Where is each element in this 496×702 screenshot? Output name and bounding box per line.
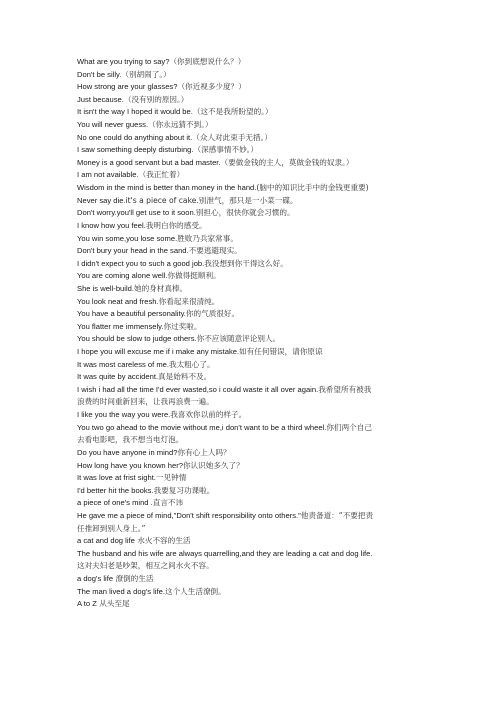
phrase-line — [77, 119, 427, 132]
chinese-text: 潦倒的生活 — [113, 573, 154, 583]
phrase-line — [77, 586, 427, 599]
chinese-text: 他责备道：“不要把责 — [300, 510, 374, 520]
chinese-text: 你过奖啦。 — [163, 321, 202, 331]
phrase-line — [77, 422, 427, 435]
english-text: You are coming alone well. — [77, 271, 168, 281]
phrase-line — [77, 447, 427, 460]
english-text: I am not available. — [77, 170, 139, 180]
phrase-line — [77, 485, 427, 498]
phrase-line — [77, 182, 427, 195]
chinese-text: 这对夫妇老是吵架，相互之间水火不容。 — [77, 561, 214, 571]
phrase-line-continued — [77, 523, 427, 536]
english-text: It was most careless of me. — [77, 359, 169, 369]
phrase-line — [77, 573, 427, 586]
phrase-line — [77, 195, 427, 208]
chinese-text: （别胡闹了。） — [121, 69, 171, 79]
english-text: I saw something deeply disturbing. — [77, 145, 194, 155]
phrase-line — [77, 233, 427, 246]
phrase-line — [77, 510, 427, 523]
chinese-text: （你近视多少度？） — [177, 82, 246, 92]
english-text: The husband and his wife are always quarrelling,and they are leading a cat and dog life. — [77, 548, 373, 558]
english-text: a cat and dog life — [77, 536, 135, 546]
chinese-text: 真是始料不及。 — [158, 372, 212, 382]
phrase-line — [77, 548, 427, 561]
chinese-text: （你到底想说什么？） — [169, 57, 246, 66]
chinese-text: 这个人生活潦倒。 — [164, 586, 226, 596]
chinese-text: 如有任何错误，请你原谅 — [239, 347, 323, 357]
english-text: He gave me a piece of mind,"Don't shift responsibility onto others." — [77, 510, 301, 520]
chinese-text: 胜败乃兵家常事。 — [177, 233, 238, 243]
chinese-text: 浪费的时间重新回来，让我再浪费一遍。 — [77, 397, 214, 407]
english-text: I'd better hit the books. — [77, 485, 154, 495]
english-text: You should be slow to judge others. — [77, 334, 197, 344]
english-text: a dog's life — [77, 573, 114, 583]
chinese-text: 我希望所有被我 — [318, 384, 372, 394]
chinese-text: （要做金钱的主人，莫做金钱的奴隶。） — [220, 157, 354, 167]
english-text: You flatter me immensely. — [77, 321, 164, 331]
english-text: Money is a good servant but a bad master. — [77, 157, 221, 167]
english-text: I wish i had all the time I'd ever wasted,so i could waste it all over again. — [77, 384, 319, 394]
phrase-line — [77, 308, 427, 321]
chinese-text: 我明白你的感受。 — [145, 220, 207, 230]
english-text: It was quite by accident. — [77, 372, 159, 382]
phrase-line — [77, 132, 427, 145]
english-text: It isn't the way I hoped it would be. — [77, 107, 193, 117]
phrase-line — [77, 56, 427, 69]
english-text: What are you trying to say? — [77, 57, 170, 66]
chinese-text: 一见钟情 — [155, 473, 187, 483]
english-text: a piece of one's mind . — [77, 498, 153, 508]
chinese-text: 你认识她多久了？ — [182, 460, 244, 470]
phrase-line — [77, 144, 427, 157]
english-text: You have a beautiful personality. — [77, 309, 186, 319]
phrase-line — [77, 460, 427, 473]
phrase-line — [77, 207, 427, 220]
english-text: I didn't expect you to such a good job. — [77, 258, 205, 268]
phrase-line — [77, 371, 427, 384]
chinese-text: 我太粗心了。 — [169, 359, 215, 369]
chinese-text: （你永远猜不到。） — [148, 120, 213, 130]
chinese-text: （我正忙着） — [138, 170, 185, 180]
english-text: Don't bury your head in the sand. — [77, 246, 189, 256]
phrase-line — [77, 497, 427, 510]
english-text: You look neat and fresh. — [77, 296, 159, 306]
chinese-text: （众人对此束手无措。） — [192, 132, 272, 142]
phrase-line — [77, 598, 427, 611]
chinese-text: 你看起来很清纯。 — [158, 296, 220, 306]
chinese-text: it's a piece of cake.别泄气，那只是一小菜一碟。 — [125, 195, 298, 205]
chinese-text: 你有心上人吗？ — [177, 447, 231, 457]
chinese-text: 别担心，很快你就会习惯的。 — [195, 208, 295, 218]
chinese-text: 我要复习功课啦。 — [153, 485, 215, 495]
chinese-text: （没有别的原因。） — [123, 94, 189, 104]
english-text: Don't worry.you'll get use to it soon. — [77, 208, 196, 218]
phrase-line — [77, 220, 427, 233]
chinese-text: 我喜欢你以前的样子。 — [170, 410, 247, 420]
phrase-line — [77, 106, 427, 119]
english-text: Just because. — [77, 94, 124, 104]
phrase-line — [77, 283, 427, 296]
english-text: You win some,you lose some. — [77, 233, 178, 243]
english-text: A to Z — [77, 599, 97, 609]
chinese-text: 她的身材真棒。 — [133, 283, 188, 293]
chinese-text: 你们两个自己 — [326, 422, 372, 432]
english-text: How strong are your glasses? — [77, 82, 178, 92]
phrase-line — [77, 81, 427, 94]
chinese-text: 你不应该随意评论别人。 — [196, 334, 281, 344]
phrase-line — [77, 270, 427, 283]
phrase-line — [77, 245, 427, 258]
english-text: You will never guess. — [77, 120, 149, 130]
phrase-line — [77, 157, 427, 170]
chinese-text: （深感事情不妙。） — [193, 145, 259, 155]
chinese-text: 不要逃避现实。 — [188, 246, 242, 256]
phrase-line — [77, 296, 427, 309]
phrase-line — [77, 258, 427, 271]
phrase-line — [77, 472, 427, 485]
phrase-line — [77, 346, 427, 359]
english-text: The man lived a dog's life. — [77, 586, 165, 596]
phrase-line — [77, 94, 427, 107]
chinese-text: （这不是我所盼望的。） — [192, 107, 273, 117]
english-text: Wisdom in the mind is better than money in the hand. — [77, 183, 257, 193]
phrase-line — [77, 69, 427, 82]
chinese-text: 你的气质很好。 — [185, 309, 240, 319]
phrase-line — [77, 359, 427, 372]
chinese-text: 去看电影吧，我不想当电灯泡。 — [77, 435, 184, 445]
phrase-line-continued — [77, 434, 427, 447]
english-text: How long have you known her? — [77, 460, 183, 470]
phrase-line-continued — [77, 396, 427, 409]
english-text: I know how you feel. — [77, 220, 146, 230]
english-text: It was love at frist sight. — [77, 473, 156, 483]
english-text: You two go ahead to the movie without me,i don't want to be a third wheel. — [77, 422, 327, 432]
english-text: Don't be silly. — [77, 69, 122, 79]
phrase-line-continued — [77, 560, 427, 573]
chinese-text: 直言不讳 — [152, 498, 184, 508]
phrase-line — [77, 535, 427, 548]
english-text: I hope you will excuse me if i make any mistake. — [77, 347, 240, 357]
phrase-line — [77, 321, 427, 334]
chinese-text: (脑中的知识比手中的金钱更重要) — [256, 183, 369, 193]
english-text: She is well-build. — [77, 283, 134, 293]
english-text: I like you the way you were. — [77, 410, 171, 420]
chinese-text: 水火不容的生活 — [134, 536, 191, 546]
chinese-text: 任推卸到别人身上。” — [77, 523, 146, 533]
english-text: No one could do anything about it. — [77, 132, 193, 142]
chinese-text: 从头至尾 — [96, 599, 130, 609]
phrase-list — [77, 56, 427, 611]
chinese-text: 你做得挺顺利。 — [167, 271, 221, 281]
phrase-line — [77, 409, 427, 422]
english-text: Do you have anyone in mind? — [77, 447, 178, 457]
phrase-line — [77, 384, 427, 397]
phrase-line — [77, 333, 427, 346]
phrase-line — [77, 169, 427, 182]
english-text: Never say die. — [77, 195, 126, 205]
chinese-text: 我没想到你干得这么好。 — [204, 258, 288, 268]
